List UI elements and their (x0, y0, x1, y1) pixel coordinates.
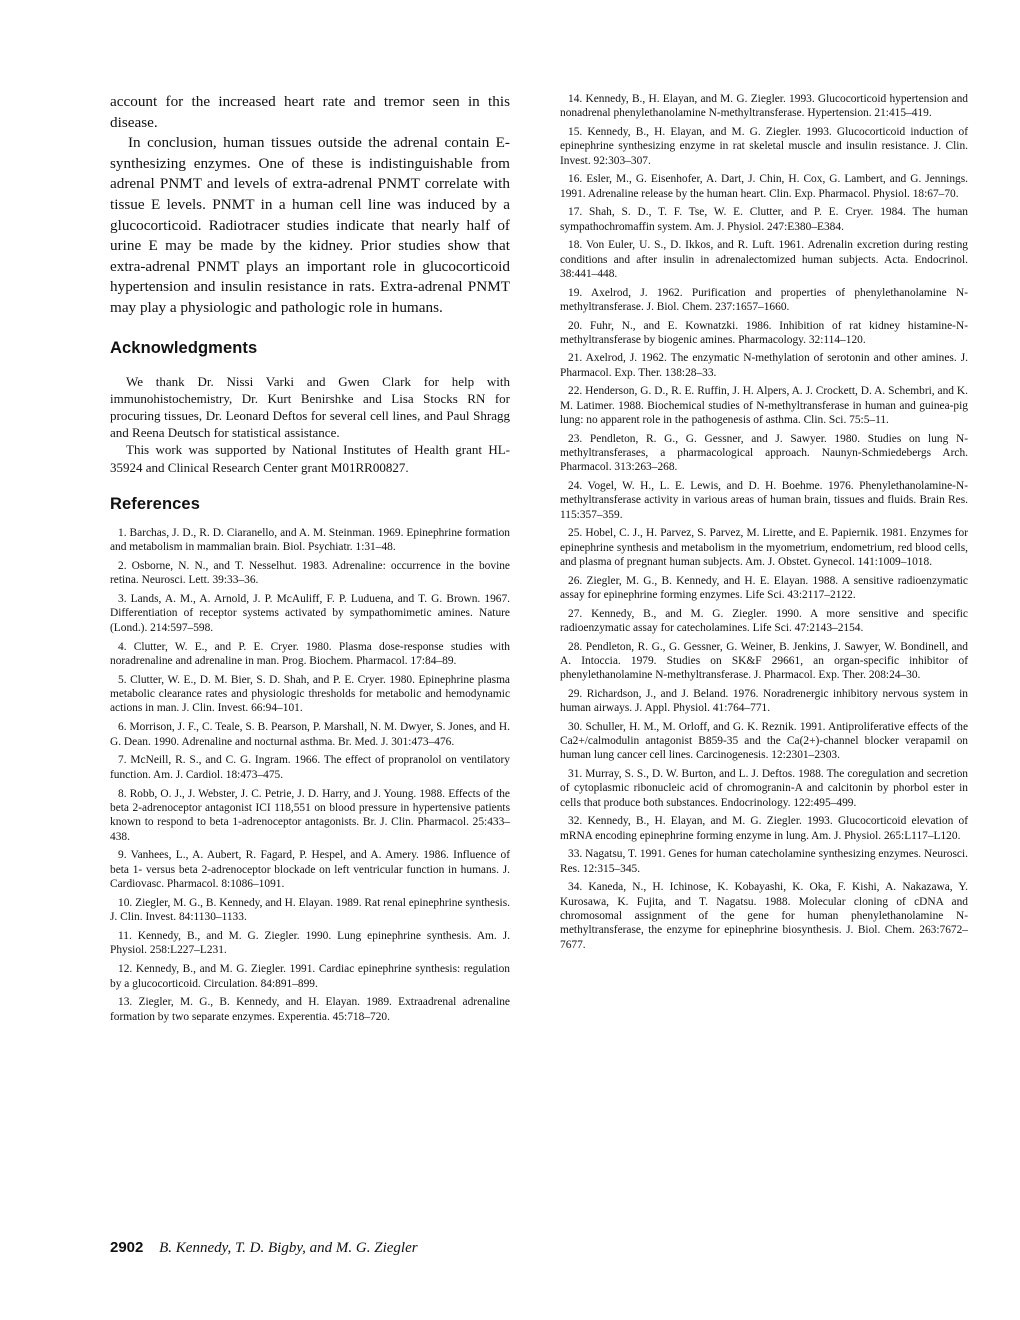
reference-item: 33. Nagatsu, T. 1991. Genes for human catecholamine synthesizing enzymes. Neurosci. Res. 12:315–345. (560, 848, 968, 875)
reference-list-right (560, 92, 968, 952)
reference-item: 17. Shah, S. D., T. F. Tse, W. E. Clutter, and P. E. Cryer. 1984. The human sympathochromaffin system. Am. J. Physiol. 247:E380–E384. (560, 206, 968, 233)
reference-item: 9. Vanhees, L., A. Aubert, R. Fagard, P. Hespel, and A. Amery. 1986. Influence of beta 1- versus beta 2-adrenoceptor blockade on left ventricular function in humans. J. Cardiovasc. Pharmacol. 8:1086–1091. (110, 849, 510, 891)
reference-item: 22. Henderson, G. D., R. E. Ruffin, J. H. Alpers, A. J. Crockett, D. A. Schembri, and K. M. Latimer. 1988. Biochemical studies of N-methyltransferase in human and guinea-pig lung: no apparent role in the pathogenesis of asthma. Clin. Sci. 75:5–11. (560, 385, 968, 427)
reference-item: 2. Osborne, N. N., and T. Nesselhut. 1983. Adrenaline: occurrence in the bovine retina. Neurosci. Lett. 39:33–36. (110, 559, 510, 587)
references-heading: References (110, 494, 200, 513)
reference-item: 34. Kaneda, N., H. Ichinose, K. Kobayashi, K. Oka, F. Kishi, A. Nakazawa, Y. Kurosawa, K. Fujita, and T. Nagatsu. 1988. Molecular cloning of cDNA and chromosomal assignment of the gene for human phenylethanolamine N-methyltransferase, the enzyme for epinephrine biosynthesis. J. Biol. Chem. 263:7672–7677. (560, 881, 968, 951)
reference-item: 19. Axelrod, J. 1962. Purification and properties of phenylethanolamine N-methyltransferase. J. Biol. Chem. 237:1657–1660. (560, 286, 968, 313)
reference-list-left (110, 526, 510, 1024)
reference-item: 14. Kennedy, B., H. Elayan, and M. G. Ziegler. 1993. Glucocorticoid hypertension and nonadrenal phenylethanolamine N-methyltransferase. Hypertension. 21:415–419. (560, 93, 968, 120)
reference-item: 18. Von Euler, U. S., D. Ikkos, and R. Luft. 1961. Adrenalin excretion during resting conditions and after insulin in adrenalectomized human subjects. Acta. Endocrinol. 38:441–448. (560, 239, 968, 280)
reference-item: 6. Morrison, J. F., C. Teale, S. B. Pearson, P. Marshall, N. M. Dwyer, S. Jones, and H. G. Dean. 1990. Adrenaline and nocturnal asthma. Br. Med. J. 301:473–476. (110, 721, 510, 748)
reference-item: 29. Richardson, J., and J. Beland. 1976. Noradrenergic inhibitory nervous system in human airways. J. Appl. Physiol. 41:764–771. (560, 687, 968, 715)
reference-item: 30. Schuller, H. M., M. Orloff, and G. K. Reznik. 1991. Antiproliferative effects of the Ca2+/calmodulin antagonist B859-35 and the Ca(2+)-channel blocker verapamil on human lung cancer cell lines. Carcinogenesis. 12:2301–2303. (560, 720, 968, 762)
acknowledgments-paragraph-2: This work was supported by National Institutes of Health grant HL-35924 and Clinical Research Center grant M01RR00827. (110, 442, 510, 475)
reference-item: 10. Ziegler, M. G., B. Kennedy, and H. Elayan. 1989. Rat renal epinephrine synthesis. J. Clin. Invest. 84:1130–1133. (110, 896, 510, 924)
reference-item: 1. Barchas, J. D., R. D. Ciaranello, and A. M. Steinman. 1969. Epinephrine formation and metabolism in mammalian brain. Biol. Psychiatr. 1:31–48. (110, 526, 510, 554)
reference-item: 5. Clutter, W. E., D. M. Bier, S. D. Shah, and P. E. Cryer. 1980. Epinephrine plasma metabolic clearance rates and physiologic thresholds for metabolic and hemodynamic actions in man. J. Clin. Invest. 66:94–101. (110, 673, 510, 715)
body-paragraph-1: account for the increased heart rate and tremor seen in this disease. (110, 93, 510, 131)
reference-item: 12. Kennedy, B., and M. G. Ziegler. 1991. Cardiac epinephrine synthesis: regulation by a glucocorticoid. Circulation. 84:891–899. (110, 963, 510, 990)
page-number: 2902 (110, 1239, 144, 1256)
reference-item: 21. Axelrod, J. 1962. The enzymatic N-methylation of serotonin and other amines. J. Pharmacol. Exp. Ther. 138:28–33. (560, 352, 968, 379)
left-column (110, 92, 510, 1029)
right-column (560, 92, 968, 956)
reference-item: 8. Robb, O. J., J. Webster, J. C. Petrie, J. D. Harry, and J. Young. 1988. Effects of the beta 2-adrenoceptor antagonist ICI 118,551 on blood pressure in hypertensive patients known to respond to beta 1-adrenoceptor antagonists. Br. J. Clin. Pharmacol. 25:433–438. (110, 787, 510, 843)
reference-item: 32. Kennedy, B., H. Elayan, and M. G. Ziegler. 1993. Glucocorticoid elevation of mRNA encoding epinephrine forming enzyme in lung. Am. J. Physiol. 265:L117–L120. (560, 815, 968, 842)
page-footer (110, 1239, 418, 1257)
reference-item: 26. Ziegler, M. G., B. Kennedy, and H. E. Elayan. 1988. A sensitive radioenzymatic assay for epinephrine forming enzymes. Life Sci. 43:2117–2122. (560, 574, 968, 601)
reference-item: 15. Kennedy, B., H. Elayan, and M. G. Ziegler. 1993. Glucocorticoid induction of epinephrine synthesizing enzyme in rat skeletal muscle and insulin resistance. J. Clin. Invest. 92:303–307. (560, 125, 968, 167)
reference-item: 3. Lands, A. M., A. Arnold, J. P. McAuliff, F. P. Luduena, and T. G. Brown. 1967. Differentiation of receptor systems activated by sympathomimetic amines. Nature (Lond.). 214:597–598. (110, 593, 510, 634)
reference-item: 23. Pendleton, R. G., G. Gessner, and J. Sawyer. 1980. Studies on lung N-methyltransferases, a pharmacological approach. Naunyn-Schmiedebergs Arch. Pharmacol. 313:263–268. (560, 432, 968, 474)
body-paragraph-conclusion: In conclusion, human tissues outside the adrenal contain E-synthesizing enzymes. One of these is indistinguishable from adrenal PNMT and levels of extra-adrenal PNMT correlate with tissue E levels. PNMT in a human cell line was induced by a glucocorticoid. Radiotracer studies indicate that nearly half of urine E may be made by the kidney. Prior studies show that extra-adrenal PNMT plays an important role in glucocorticoid hypertension and insulin resistance in rats. Extra-adrenal PNMT may play a physiologic and pathologic role in humans. (110, 134, 510, 316)
reference-item: 28. Pendleton, R. G., G. Gessner, G. Weiner, B. Jenkins, J. Sawyer, W. Bondinell, and A. Intoccia. 1979. Studies on SK&F 29661, an organ-specific inhibitor of phenylethanolamine N-methyltransferase. J. Pharmacol. Exp. Ther. 208:24–30. (560, 640, 968, 682)
reference-item: 16. Esler, M., G. Eisenhofer, A. Dart, J. Chin, H. Cox, G. Lambert, and G. Jennings. 1991. Adrenaline release by the human heart. Clin. Exp. Pharmacol. Physiol. 18:67–70. (560, 173, 968, 200)
acknowledgments-heading: Acknowledgments (110, 338, 258, 357)
reference-item: 20. Fuhr, N., and E. Kownatzki. 1986. Inhibition of rat kidney histamine-N-methyltransferase by biogenic amines. Pharmacology. 32:114–120. (560, 319, 968, 346)
reference-item: 25. Hobel, C. J., H. Parvez, S. Parvez, M. Lirette, and E. Papiernik. 1981. Enzymes for epinephrine synthesis and metabolism in the myometrium, endometrium, red blood cells, and plasma of pregnant human subjects. Am. J. Obstet. Gynecol. 141:1009–1018. (560, 527, 968, 568)
running-authors: B. Kennedy, T. D. Bigby, and M. G. Ziegler (159, 1240, 418, 1256)
reference-item: 31. Murray, S. S., D. W. Burton, and L. J. Deftos. 1988. The coregulation and secretion of cytoplasmic ribonucleic acid of chromogranin-A and calcitonin by phorbol ester in cells that produce both substances. Endocrinology. 122:495–499. (560, 768, 968, 809)
reference-item: 27. Kennedy, B., and M. G. Ziegler. 1990. A more sensitive and specific radioenzymatic assay for catecholamines. Life Sci. 47:2143–2154. (560, 607, 968, 634)
acknowledgments-paragraph-1: We thank Dr. Nissi Varki and Gwen Clark for help with immunohistochemistry, Dr. Kurt Benirshke and Lisa Stocks RN for procuring tissues, Dr. Leonard Deftos for several cell lines, and Paul Shragg and Reena Deutsch for statistical assistance. (110, 373, 510, 441)
reference-item: 13. Ziegler, M. G., B. Kennedy, and H. Elayan. 1989. Extraadrenal adrenaline formation by two separate enzymes. Experentia. 45:718–720. (110, 996, 510, 1023)
reference-item: 7. McNeill, R. S., and C. G. Ingram. 1966. The effect of propranolol on ventilatory function. Am. J. Cardiol. 18:473–475. (110, 754, 510, 781)
reference-item: 4. Clutter, W. E., and P. E. Cryer. 1980. Plasma dose-response studies with noradrenaline and adrenaline in man. Prog. Biochem. Pharmacol. 17:84–89. (110, 640, 510, 667)
reference-item: 11. Kennedy, B., and M. G. Ziegler. 1990. Lung epinephrine synthesis. Am. J. Physiol. 258:L227–L231. (110, 930, 510, 957)
reference-item: 24. Vogel, W. H., L. E. Lewis, and D. H. Boehme. 1976. Phenylethanolamine-N-methyltransferase activity in various areas of human brain, tissues and fluids. Brain Res. 115:357–359. (560, 480, 968, 521)
